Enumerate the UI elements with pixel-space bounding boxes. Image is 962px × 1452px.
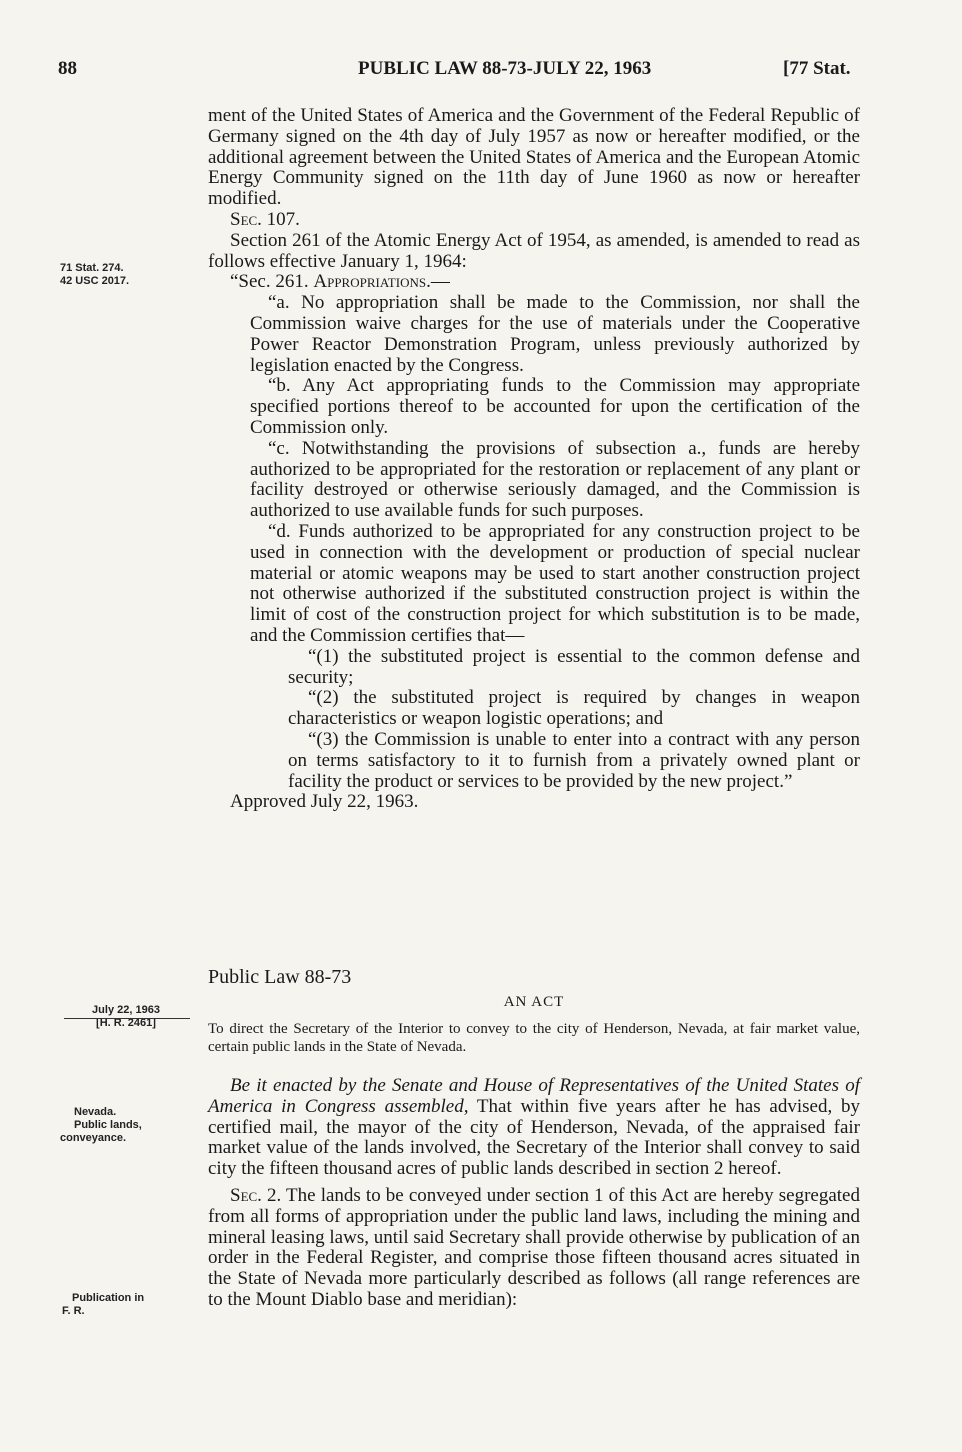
section-107-label: Sec. 107. [230, 208, 300, 230]
paragraph-d: “d. Funds authorized to be appropriated for any construction project to be used in connection with the development or production of special nuclear material or atomic weapons may be used to start another construction project not otherwise authorized if the substituted construction project is within the limit of cost of the construction project for which substitution is to be made, and the Commission certifies that— [250, 520, 860, 646]
running-title: PUBLIC LAW 88-73-JULY 22, 1963 [358, 58, 652, 79]
divider-rule [64, 1018, 190, 1019]
paragraph-a: “a. No appropriation shall be made to the Commission, nor shall the Commission waive charges for the use of materials under the Cooperative Power Reactor Demonstration Program, unless previously authorized by legislation enacted by the Congress. [250, 292, 860, 376]
margin-note-nevada: Nevada. Public lands, conveyance. [60, 1106, 142, 1144]
margin-note-date-bill: July 22, 1963 [H. R. 2461] [92, 1004, 160, 1029]
body-text-top [208, 106, 860, 813]
section-107-text: Section 261 of the Atomic Energy Act of 1954, as amended, is amended to read as follows effective January 1, 1964: [208, 229, 860, 272]
act-heading: AN ACT [503, 994, 565, 1010]
section-261-heading: “Sec. 261. Appropriations.— [230, 271, 450, 293]
enacting-paragraph: Be it enacted by the Senate and House of Representatives of the United States of America in Congress assembled, That within five years after he has advised, by certified mail, the mayor of the city of Henderson, Nevada, of the appraised fair market value of the lands involved, the Secretary of the Interior shall convey to said city the fifteen thousand acres of public lands described in section 2 hereof. [208, 1075, 860, 1180]
paragraph-b: “b. Any Act appropriating funds to the Commission may appropriate specified portions thereof to be accounted for upon the certification of the Commission only. [250, 375, 860, 438]
approval-line: Approved July 22, 1963. [230, 791, 419, 813]
margin-note-publication: Publication in F. R. [62, 1292, 145, 1317]
page-header [0, 58, 962, 88]
continuation-paragraph: ment of the United States of America and the Government of the Federal Republic of Germany signed on the 4th day of July 1957 as now or hereafter modified, or the additional agreement between the United States of America and the European Atomic Energy Community signed on the 11th day of June 1960 as now or hereafter modified. [208, 105, 860, 210]
page-number: 88 [58, 58, 77, 79]
item-3: “(3) the Commission is unable to enter into a contract with any person on terms satisfactory to it to furnish from a privately owned plant or facility the product or services to be provided by the new project.” [288, 728, 860, 792]
volume-reference: [77 Stat. [783, 58, 851, 79]
act-purpose: To direct the Secretary of the Interior to convey to the city of Henderson, Nevada, at fair market value, certain public lands in the State of Nevada. [208, 1021, 860, 1055]
item-2: “(2) the substituted project is required by changes in weapon characteristics or weapon logistic operations; and [288, 687, 860, 730]
section-2-paragraph: Sec. 2. The lands to be conveyed under section 1 of this Act are hereby segregated from all forms of appropriation under the public land laws, including the mining and mineral leasing laws, until said Secretary shall provide otherwise by publication of an order in the Federal Register, and comprise those fifteen thousand acres situated in the State of Nevada more particularly described as follows (all range references are to the Mount Diablo base and meridian): [208, 1184, 860, 1310]
enacting-clause: Be it enacted by the Senate and House of Representatives of the United States of America in Congress assembled, [208, 1075, 860, 1117]
margin-note-statute: 71 Stat. 274. 42 USC 2017. [60, 262, 130, 287]
public-law-number: Public Law 88-73 [208, 966, 352, 988]
body-text-act [208, 1076, 860, 1311]
item-1: “(1) the substituted project is essential to the common defense and security; [288, 645, 860, 688]
paragraph-c: “c. Notwithstanding the provisions of subsection a., funds are hereby authorized to be appropriated for the restoration or replacement of any plant or facility destroyed or otherwise seriously damaged, and the Commission is authorized to use available funds for such purposes. [250, 437, 860, 522]
